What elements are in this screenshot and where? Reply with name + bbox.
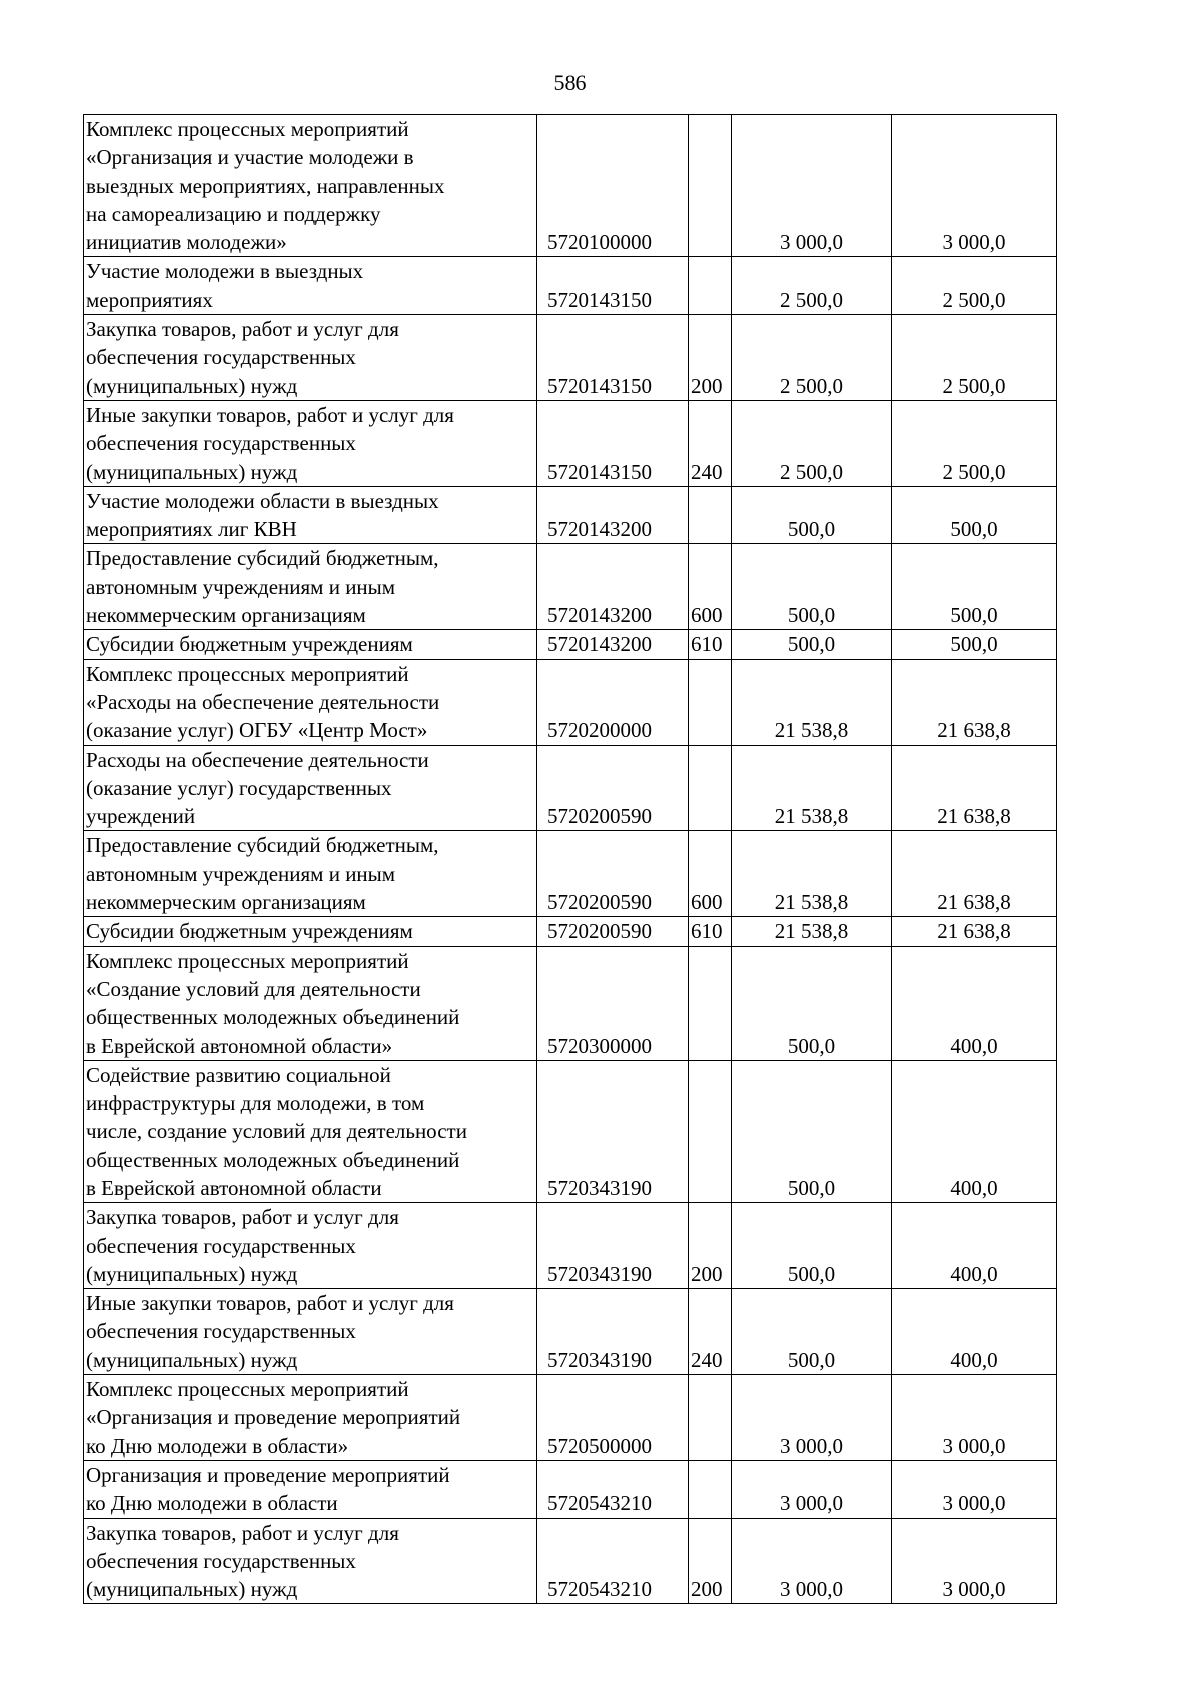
target-code-cell: 5720143150 <box>537 257 689 315</box>
amount-first-year-cell: 2 500,0 <box>732 315 892 401</box>
expense-name-cell: Комплекс процессных мероприятий «Организация и проведение мероприятий ко Дню молодежи в области» <box>84 1375 537 1461</box>
expense-type-cell: 200 <box>689 1203 732 1289</box>
expense-name-cell: Предоставление субсидий бюджетным, автономным учреждениям и иным некоммерческим организациям <box>84 544 537 630</box>
amount-first-year-cell: 500,0 <box>732 630 892 659</box>
amount-first-year-cell: 3 000,0 <box>732 1375 892 1461</box>
expense-type-cell <box>689 486 732 544</box>
amount-second-year-cell: 500,0 <box>892 544 1057 630</box>
amount-first-year-cell: 500,0 <box>732 1289 892 1375</box>
amount-first-year-cell: 500,0 <box>732 1203 892 1289</box>
expense-type-cell: 240 <box>689 1289 732 1375</box>
table-row <box>84 630 1057 659</box>
table-row <box>84 115 1057 257</box>
target-code-cell: 5720200590 <box>537 745 689 831</box>
table-row <box>84 486 1057 544</box>
target-code-cell: 5720343190 <box>537 1203 689 1289</box>
expense-name-cell: Иные закупки товаров, работ и услуг для обеспечения государственных (муниципальных) нужд <box>84 400 537 486</box>
expense-name-cell: Закупка товаров, работ и услуг для обеспечения государственных (муниципальных) нужд <box>84 315 537 401</box>
target-code-cell: 5720200590 <box>537 917 689 946</box>
table-row <box>84 400 1057 486</box>
amount-second-year-cell: 3 000,0 <box>892 115 1057 257</box>
expense-name-cell: Организация и проведение мероприятий ко Дню молодежи в области <box>84 1460 537 1518</box>
amount-second-year-cell: 3 000,0 <box>892 1460 1057 1518</box>
target-code-cell: 5720143150 <box>537 400 689 486</box>
table-row <box>84 1203 1057 1289</box>
expense-type-cell <box>689 946 732 1060</box>
amount-first-year-cell: 21 538,8 <box>732 659 892 745</box>
expense-name-cell: Закупка товаров, работ и услуг для обеспечения государственных (муниципальных) нужд <box>84 1203 537 1289</box>
amount-first-year-cell: 2 500,0 <box>732 400 892 486</box>
amount-second-year-cell: 21 638,8 <box>892 831 1057 917</box>
expense-type-cell: 200 <box>689 315 732 401</box>
amount-second-year-cell: 2 500,0 <box>892 315 1057 401</box>
table-row <box>84 946 1057 1060</box>
amount-second-year-cell: 400,0 <box>892 1289 1057 1375</box>
target-code-cell: 5720143200 <box>537 486 689 544</box>
amount-second-year-cell: 21 638,8 <box>892 659 1057 745</box>
budget-table-body <box>84 115 1057 1604</box>
table-row <box>84 1460 1057 1518</box>
target-code-cell: 5720100000 <box>537 115 689 257</box>
table-row <box>84 831 1057 917</box>
expense-type-cell: 600 <box>689 831 732 917</box>
expense-name-cell: Предоставление субсидий бюджетным, автономным учреждениям и иным некоммерческим организациям <box>84 831 537 917</box>
amount-first-year-cell: 21 538,8 <box>732 831 892 917</box>
amount-first-year-cell: 21 538,8 <box>732 917 892 946</box>
expense-name-cell: Закупка товаров, работ и услуг для обеспечения государственных (муниципальных) нужд <box>84 1518 537 1604</box>
expense-type-cell <box>689 1060 732 1202</box>
amount-first-year-cell: 21 538,8 <box>732 745 892 831</box>
expense-name-cell: Комплекс процессных мероприятий «Организация и участие молодежи в выездных мероприятиях, направленных на самореализацию и поддержку инициатив молодежи» <box>84 115 537 257</box>
amount-second-year-cell: 3 000,0 <box>892 1518 1057 1604</box>
expense-name-cell: Иные закупки товаров, работ и услуг для обеспечения государственных (муниципальных) нужд <box>84 1289 537 1375</box>
expense-name-cell: Комплекс процессных мероприятий «Создание условий для деятельности общественных молодежных объединений в Еврейской автономной области» <box>84 946 537 1060</box>
table-row <box>84 659 1057 745</box>
target-code-cell: 5720543210 <box>537 1518 689 1604</box>
expense-type-cell <box>689 1375 732 1461</box>
expense-name-cell: Расходы на обеспечение деятельности (оказание услуг) государственных учреждений <box>84 745 537 831</box>
expense-name-cell: Участие молодежи в выездных мероприятиях <box>84 257 537 315</box>
target-code-cell: 5720143200 <box>537 630 689 659</box>
amount-second-year-cell: 400,0 <box>892 1060 1057 1202</box>
expense-type-cell <box>689 745 732 831</box>
table-row <box>84 917 1057 946</box>
amount-second-year-cell: 400,0 <box>892 1203 1057 1289</box>
target-code-cell: 5720143200 <box>537 544 689 630</box>
amount-second-year-cell: 21 638,8 <box>892 745 1057 831</box>
expense-name-cell: Субсидии бюджетным учреждениям <box>84 630 537 659</box>
expense-type-cell: 610 <box>689 917 732 946</box>
amount-second-year-cell: 21 638,8 <box>892 917 1057 946</box>
amount-second-year-cell: 2 500,0 <box>892 400 1057 486</box>
amount-second-year-cell: 500,0 <box>892 486 1057 544</box>
expense-type-cell: 600 <box>689 544 732 630</box>
amount-first-year-cell: 2 500,0 <box>732 257 892 315</box>
table-row <box>84 544 1057 630</box>
amount-second-year-cell: 500,0 <box>892 630 1057 659</box>
expense-name-cell: Комплекс процессных мероприятий «Расходы на обеспечение деятельности (оказание услуг) ОГБУ «Центр Мост» <box>84 659 537 745</box>
amount-first-year-cell: 500,0 <box>732 544 892 630</box>
expense-type-cell: 200 <box>689 1518 732 1604</box>
amount-first-year-cell: 500,0 <box>732 1060 892 1202</box>
amount-second-year-cell: 400,0 <box>892 946 1057 1060</box>
table-row <box>84 257 1057 315</box>
table-row <box>84 315 1057 401</box>
target-code-cell: 5720143150 <box>537 315 689 401</box>
expense-type-cell <box>689 659 732 745</box>
target-code-cell: 5720343190 <box>537 1060 689 1202</box>
target-code-cell: 5720200590 <box>537 831 689 917</box>
expense-name-cell: Участие молодежи области в выездных мероприятиях лиг КВН <box>84 486 537 544</box>
table-row <box>84 1518 1057 1604</box>
amount-first-year-cell: 3 000,0 <box>732 1518 892 1604</box>
amount-second-year-cell: 2 500,0 <box>892 257 1057 315</box>
expense-type-cell <box>689 257 732 315</box>
page-number: 586 <box>553 70 587 95</box>
expense-name-cell: Субсидии бюджетным учреждениям <box>84 917 537 946</box>
budget-table <box>83 114 1057 1604</box>
expense-name-cell: Содействие развитию социальной инфраструктуры для молодежи, в том числе, создание условий для деятельности общественных молодежных объединений в Еврейской автономной области <box>84 1060 537 1202</box>
table-row <box>84 745 1057 831</box>
expense-type-cell: 610 <box>689 630 732 659</box>
target-code-cell: 5720300000 <box>537 946 689 1060</box>
table-row <box>84 1375 1057 1461</box>
expense-type-cell <box>689 1460 732 1518</box>
table-row <box>84 1289 1057 1375</box>
target-code-cell: 5720200000 <box>537 659 689 745</box>
table-row <box>84 1060 1057 1202</box>
amount-first-year-cell: 500,0 <box>732 486 892 544</box>
target-code-cell: 5720500000 <box>537 1375 689 1461</box>
amount-first-year-cell: 3 000,0 <box>732 115 892 257</box>
target-code-cell: 5720343190 <box>537 1289 689 1375</box>
amount-first-year-cell: 500,0 <box>732 946 892 1060</box>
amount-second-year-cell: 3 000,0 <box>892 1375 1057 1461</box>
expense-type-cell <box>689 115 732 257</box>
target-code-cell: 5720543210 <box>537 1460 689 1518</box>
amount-first-year-cell: 3 000,0 <box>732 1460 892 1518</box>
expense-type-cell: 240 <box>689 400 732 486</box>
